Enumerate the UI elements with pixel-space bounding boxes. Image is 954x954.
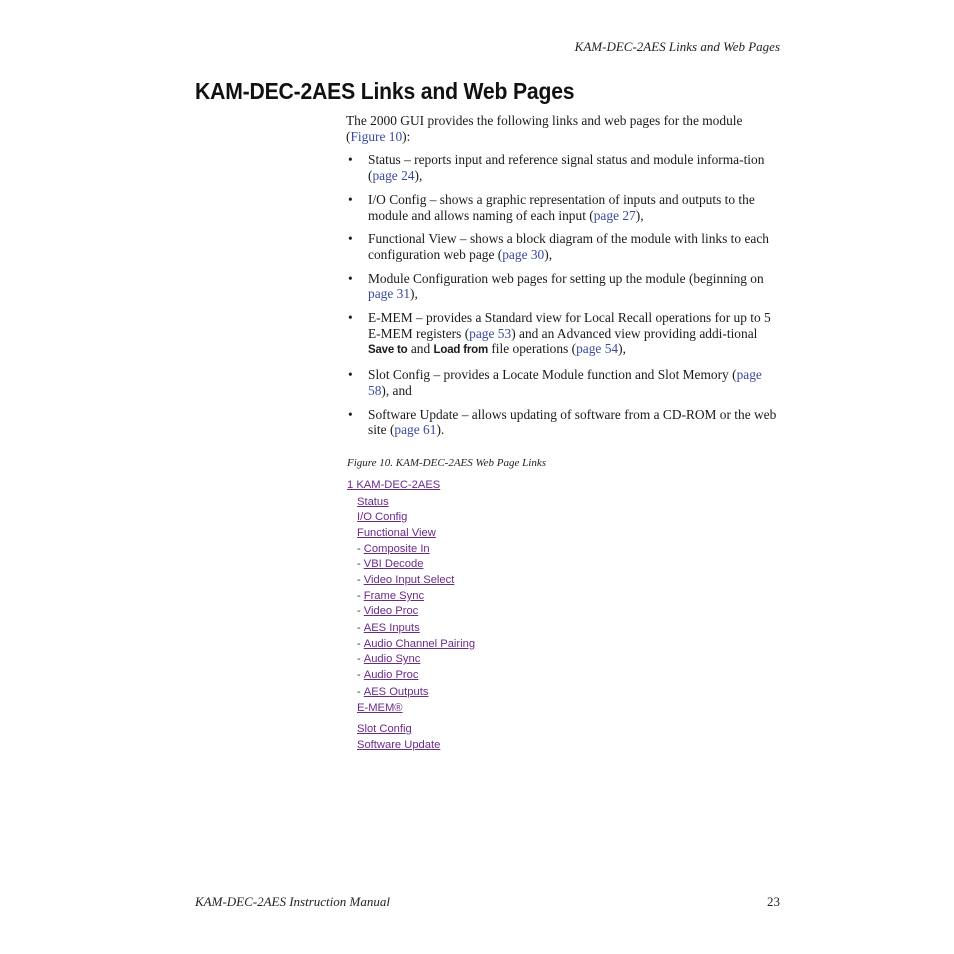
page-53-link[interactable]: page 53 xyxy=(469,325,512,341)
figure-caption: Figure 10. KAM-DEC-2AES Web Page Links xyxy=(347,457,546,469)
list-item-emem xyxy=(346,310,782,359)
page-31-link[interactable]: page 31 xyxy=(368,286,411,302)
page-number: 23 xyxy=(767,894,780,909)
list-item-slot-config xyxy=(346,367,782,398)
tree-dash: - xyxy=(357,558,361,570)
nav-link-vbi-decode[interactable]: VBI Decode xyxy=(363,558,424,570)
bullet-icon: • xyxy=(348,191,353,207)
nav-link-slot-config[interactable]: Slot Config xyxy=(357,723,412,735)
intro-tail: ): xyxy=(402,128,411,144)
list-item-software-update xyxy=(346,407,782,438)
list-item-text-end: ), xyxy=(414,168,423,184)
nav-link-io-config[interactable]: I/O Config xyxy=(357,511,408,523)
page-list xyxy=(346,152,782,438)
list-item-text-mid: ) and an Advanced view providing addi-tional xyxy=(511,325,758,341)
list-item-functional-view xyxy=(346,231,782,262)
list-item-text-end: ), xyxy=(635,207,644,223)
page-title: KAM-DEC-2AES Links and Web Pages xyxy=(195,78,575,104)
load-from-term: Load from xyxy=(433,344,488,357)
nav-link-root[interactable]: 1 KAM-DEC-2AES xyxy=(347,479,441,491)
list-item-text-end: ), xyxy=(410,286,418,302)
list-item-text: Module Configuration web pages for setting up the module (beginning on xyxy=(368,270,764,286)
nav-link-composite-in[interactable]: Composite In xyxy=(363,543,430,555)
list-item-text: I/O Config – shows a graphic representation of inputs and outputs to the module and allows naming of each input ( xyxy=(368,191,755,223)
nav-link-audio-sync[interactable]: Audio Sync xyxy=(363,653,421,665)
figure-10-link[interactable]: Figure 10 xyxy=(350,128,403,144)
list-item-io-config xyxy=(346,192,782,223)
page-54-link[interactable]: page 54 xyxy=(576,341,619,357)
list-item-text-mid2: file operations ( xyxy=(487,341,577,357)
page-61-link[interactable]: page 61 xyxy=(394,422,437,438)
running-header: KAM-DEC-2AES Links and Web Pages xyxy=(574,39,780,54)
tree-dash: - xyxy=(357,543,361,555)
list-item-text: E-MEM – provides a Standard view for Local Recall operations for up to 5 E-MEM registers ( xyxy=(368,310,771,341)
page-27-link[interactable]: page 27 xyxy=(593,207,636,223)
bullet-icon: • xyxy=(348,367,353,383)
nav-link-video-input-select[interactable]: Video Input Select xyxy=(363,574,455,586)
list-item-status xyxy=(346,152,782,183)
nav-link-status[interactable]: Status xyxy=(357,496,389,508)
bullet-icon: • xyxy=(348,231,353,247)
list-item-text-end: ), and xyxy=(381,382,412,398)
tree-dash: - xyxy=(357,622,361,634)
page-24-link[interactable]: page 24 xyxy=(372,168,415,184)
list-item-text-and: and xyxy=(407,341,434,357)
nav-link-video-proc[interactable]: Video Proc xyxy=(363,605,419,617)
tree-dash: - xyxy=(357,590,361,602)
intro-paragraph xyxy=(346,113,782,144)
nav-link-functional-view[interactable]: Functional View xyxy=(357,527,436,539)
intro-text: The 2000 GUI provides the following links and web pages for the module ( xyxy=(346,113,743,144)
list-item-text: Functional View – shows a block diagram of the module with links to each configuration web page ( xyxy=(368,231,769,262)
nav-link-emem[interactable]: E-MEM® xyxy=(357,702,403,714)
page-58-link[interactable]: page 58 xyxy=(368,367,762,398)
page-30-link[interactable]: page 30 xyxy=(502,246,545,262)
nav-link-aes-inputs[interactable]: AES Inputs xyxy=(363,622,420,634)
list-item-text: Software Update – allows updating of software from a CD-ROM or the web site ( xyxy=(368,406,777,438)
tree-dash: - xyxy=(357,686,361,698)
save-to-term: Save to xyxy=(368,344,408,357)
bullet-icon: • xyxy=(348,152,353,168)
body-text xyxy=(346,113,782,446)
nav-link-audio-proc[interactable]: Audio Proc xyxy=(363,669,419,681)
nav-link-audio-channel-pairing[interactable]: Audio Channel Pairing xyxy=(363,638,476,650)
bullet-icon: • xyxy=(348,406,353,422)
tree-dash: - xyxy=(357,653,361,665)
bullet-icon: • xyxy=(348,310,353,326)
nav-link-aes-outputs[interactable]: AES Outputs xyxy=(363,686,429,698)
nav-link-software-update[interactable]: Software Update xyxy=(357,739,441,751)
tree-dash: - xyxy=(357,574,361,586)
list-item-text: Slot Config – provides a Locate Module function and Slot Memory ( xyxy=(368,367,737,383)
bullet-icon: • xyxy=(348,270,353,286)
nav-link-frame-sync[interactable]: Frame Sync xyxy=(363,590,425,602)
tree-dash: - xyxy=(357,605,361,617)
list-item-module-config xyxy=(346,271,782,302)
list-item-text-end: ), xyxy=(618,341,626,357)
footer-manual-title: KAM-DEC-2AES Instruction Manual xyxy=(195,894,390,909)
list-item-text-end: ). xyxy=(436,422,445,438)
tree-dash: - xyxy=(357,669,361,681)
list-item-text-end: ), xyxy=(544,246,553,262)
list-item-text: Status – reports input and reference signal status and module informa-tion ( xyxy=(368,152,765,184)
tree-dash: - xyxy=(357,638,361,650)
